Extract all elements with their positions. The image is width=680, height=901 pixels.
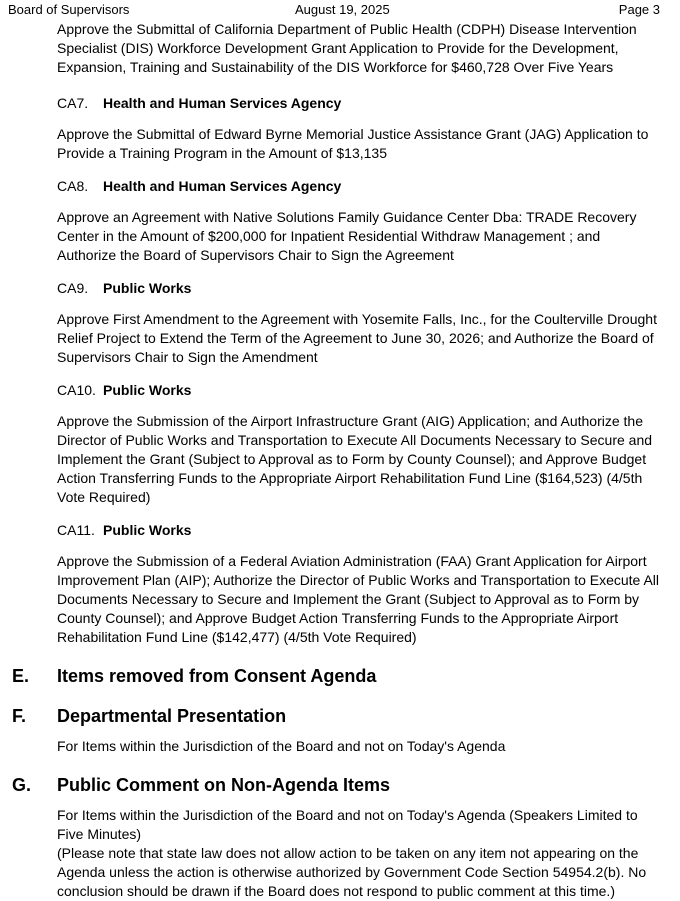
section-f [12,705,662,756]
section-text-line: For Items within the Jurisdiction of the Board and not on Today's Agenda (Speakers Limited to Five Minutes) [57,807,638,842]
agenda-item-text: Approve the Submittal of Edward Byrne Memorial Justice Assistance Grant (JAG) Application to Provide a Training Program in the Amount of $13,135 [57,126,649,161]
agenda-item-department: Public Works [103,280,192,296]
agenda-item-number: CA11. [57,522,95,538]
agenda-item-text: Approve the Submission of the Airport Infrastructure Grant (AIG) Application; and Authorize the Director of Public Works and Transportation to Execute All Documents Necessary to Secure and Implement the Grant (Subject to Approval as to Form by County Counsel); and Approve Budget Action Transferring Funds to the Appropriate Airport Rehabilitation Fund Line ($164,523) (4/5th Vote Required) [57,413,653,505]
agenda-item-text: Approve the Submittal of California Department of Public Health (CDPH) Disease Intervention Specialist (DIS) Workforce Development Grant Application to Provide for the Development, Expansion, Training and Sustainability of the DIS Workforce for $460,728 Over Five Years [57,21,637,75]
header-page-number: Page 3 [618,2,660,17]
section-text: For Items within the Jurisdiction of the Board and not on Today's Agenda [57,738,506,754]
agenda-item-number: CA8. [57,178,89,194]
agenda-item-number: CA7. [57,95,89,111]
section-e [12,665,662,687]
agenda-item-ca10 [57,381,662,507]
section-letter: G. [12,775,32,795]
agenda-item-department: Public Works [103,522,192,538]
agenda-item-heading [57,94,662,113]
agenda-item-department: Public Works [103,382,192,398]
header-board-name: Board of Supervisors [8,2,130,17]
header-date: August 19, 2025 [295,2,390,17]
section-text [57,806,662,901]
agenda-item-heading [57,279,662,298]
agenda-item-ca7 [57,94,662,163]
page-header [8,2,660,20]
agenda-item-heading [57,177,662,196]
agenda-item-text: Approve the Submission of a Federal Aviation Administration (FAA) Grant Application for Airport Improvement Plan (AIP); Authorize the Director of Public Works and Transportation to Execute All Documents Necessary to Secure and Implement the Grant (Subject to Approval as to Form by County Counsel); and Approve Budget Action Transferring Funds to the Appropriate Airport Rehabilitation Fund Line ($142,477) (4/5th Vote Required) [57,553,660,645]
agenda-item-heading [57,521,662,540]
agenda-item-text: Approve an Agreement with Native Solutions Family Guidance Center Dba: TRADE Recovery Center in the Amount of $200,000 for Inpatient Residential Withdraw Management ; and Authorize the Board of Supervisors Chair to Sign the Agreement [57,209,637,263]
section-title: Public Comment on Non-Agenda Items [57,775,391,795]
agenda-item-number: CA10. [57,382,96,398]
agenda-item-department: Health and Human Services Agency [103,95,342,111]
section-letter: F. [12,706,27,726]
section-letter: E. [12,666,30,686]
agenda-content [12,20,662,901]
section-note: (Please note that state law does not allow action to be taken on any item not appearing on the Agenda unless the action is otherwise authorized by Government Code Section 54954.2(b). No conclusion should be drawn if the Board does not respond to public comment at this time.) [57,845,647,899]
agenda-item-ca9 [57,279,662,367]
agenda-item-number: CA9. [57,280,89,296]
agenda-item-ca8 [57,177,662,265]
agenda-item-heading [57,381,662,400]
section-g [12,774,662,901]
agenda-item-ca11 [57,521,662,647]
section-title: Departmental Presentation [57,706,287,726]
agenda-item-department: Health and Human Services Agency [103,178,342,194]
agenda-item-text: Approve First Amendment to the Agreement with Yosemite Falls, Inc., for the Coulterville Drought Relief Project to Extend the Term of the Agreement to June 30, 2026; and Authorize the Board of Supervisors Chair to Sign the Amendment [57,311,657,365]
section-title: Items removed from Consent Agenda [57,666,377,686]
